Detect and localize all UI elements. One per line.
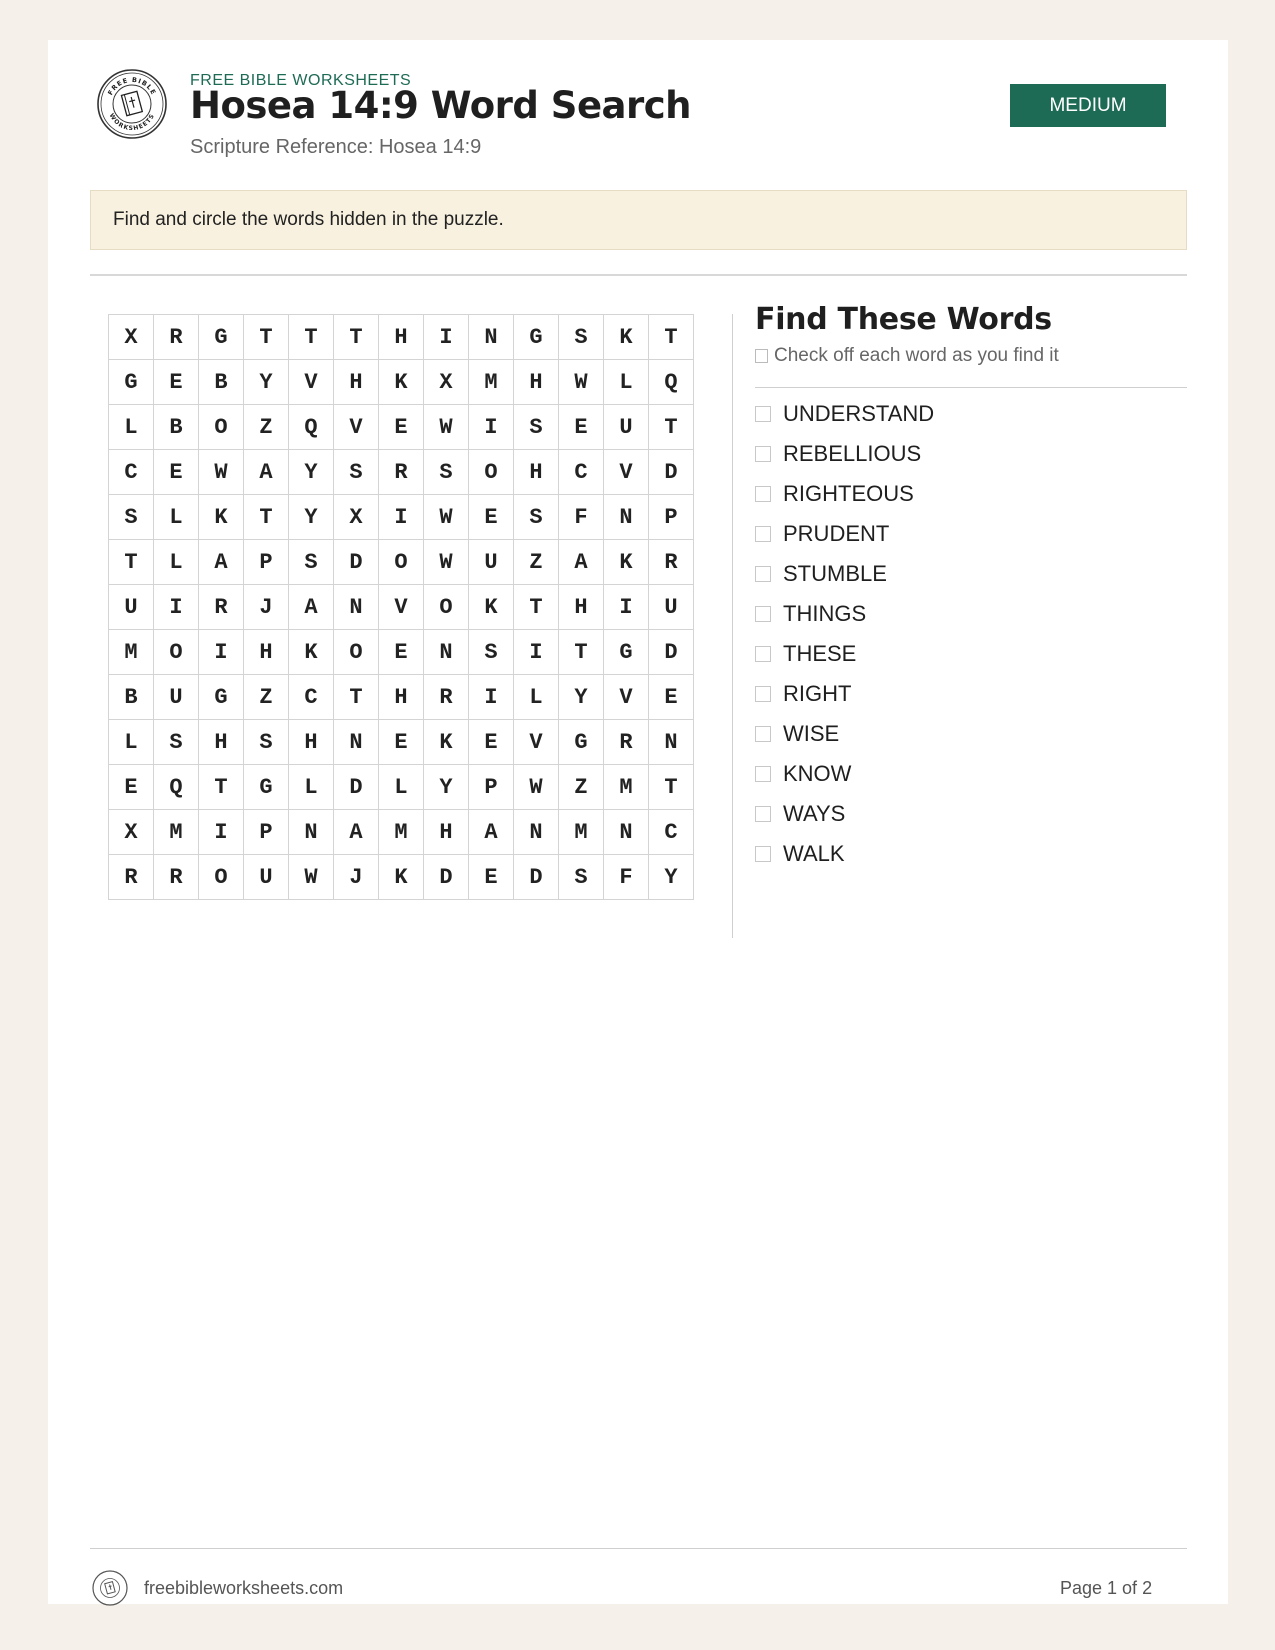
grid-cell[interactable]: R	[424, 675, 469, 720]
grid-cell[interactable]: Y	[559, 675, 604, 720]
grid-cell[interactable]: L	[154, 540, 199, 585]
grid-cell[interactable]: F	[559, 495, 604, 540]
grid-cell[interactable]: T	[199, 765, 244, 810]
grid-cell[interactable]: E	[109, 765, 154, 810]
grid-cell[interactable]: L	[289, 765, 334, 810]
grid-cell[interactable]: E	[469, 495, 514, 540]
grid-cell[interactable]: E	[379, 630, 424, 675]
grid-cell[interactable]: G	[199, 675, 244, 720]
grid-cell[interactable]: C	[289, 675, 334, 720]
word-list-item	[755, 754, 934, 794]
grid-cell[interactable]: J	[334, 855, 379, 900]
grid-cell[interactable]: H	[559, 585, 604, 630]
word-search-grid	[108, 314, 694, 900]
column-divider	[732, 314, 733, 938]
grid-cell[interactable]: V	[514, 720, 559, 765]
grid-cell[interactable]: E	[154, 360, 199, 405]
grid-cell[interactable]: V	[379, 585, 424, 630]
grid-row	[109, 360, 694, 405]
bible-book-icon	[121, 91, 142, 115]
word-list-item	[755, 794, 934, 834]
page-number: Page 1 of 2	[1060, 1578, 1153, 1598]
grid-cell[interactable]: Y	[649, 855, 694, 900]
word-label: THINGS	[783, 601, 867, 626]
logo-text-bottom: WORKSHEETS	[107, 112, 157, 133]
grid-cell[interactable]: I	[154, 585, 199, 630]
word-list-item	[755, 634, 934, 674]
grid-cell[interactable]: U	[244, 855, 289, 900]
grid-cell[interactable]: J	[244, 585, 289, 630]
grid-cell[interactable]: E	[154, 450, 199, 495]
grid-row	[109, 630, 694, 675]
grid-cell[interactable]: I	[469, 675, 514, 720]
grid-cell[interactable]: K	[379, 360, 424, 405]
grid-cell[interactable]: X	[334, 495, 379, 540]
logo	[96, 68, 168, 140]
logo-text-top: FREE BIBLE	[106, 75, 158, 97]
grid-cell[interactable]: Z	[514, 540, 559, 585]
grid-cell[interactable]: M	[154, 810, 199, 855]
word-label: RIGHTEOUS	[783, 481, 914, 506]
footer-logo	[92, 1570, 128, 1606]
divider	[90, 274, 1187, 276]
grid-cell[interactable]: D	[334, 765, 379, 810]
grid-cell[interactable]: H	[244, 630, 289, 675]
word-label: WAYS	[783, 801, 846, 826]
word-checkbox[interactable]	[755, 526, 771, 542]
word-checkbox[interactable]	[755, 686, 771, 702]
grid-cell[interactable]: G	[199, 315, 244, 360]
grid-cell[interactable]: E	[649, 675, 694, 720]
grid-cell[interactable]: T	[334, 675, 379, 720]
grid-cell[interactable]: L	[109, 720, 154, 765]
grid-cell[interactable]: G	[514, 315, 559, 360]
grid-row	[109, 450, 694, 495]
grid-cell[interactable]: S	[514, 495, 559, 540]
grid-cell[interactable]: D	[649, 450, 694, 495]
grid-cell[interactable]: I	[199, 630, 244, 675]
grid-cell[interactable]: Y	[424, 765, 469, 810]
grid-cell[interactable]: O	[199, 405, 244, 450]
instruction-box	[90, 190, 1187, 250]
word-label: REBELLIOUS	[783, 441, 922, 466]
word-label: RIGHT	[783, 681, 852, 706]
grid-cell[interactable]: H	[379, 675, 424, 720]
grid-cell[interactable]: M	[469, 360, 514, 405]
grid-cell[interactable]: D	[424, 855, 469, 900]
grid-row	[109, 855, 694, 900]
word-checkbox[interactable]	[755, 806, 771, 822]
grid-cell[interactable]: N	[424, 630, 469, 675]
grid-cell[interactable]: B	[154, 405, 199, 450]
grid-cell[interactable]: L	[109, 405, 154, 450]
word-label: UNDERSTAND	[783, 401, 935, 426]
grid-cell[interactable]: U	[154, 675, 199, 720]
word-list-item	[755, 514, 934, 554]
grid-cell[interactable]: Q	[154, 765, 199, 810]
grid-row	[109, 720, 694, 765]
grid-cell[interactable]: S	[424, 450, 469, 495]
grid-cell[interactable]: P	[244, 540, 289, 585]
grid-cell[interactable]: D	[334, 540, 379, 585]
grid-cell[interactable]: S	[514, 405, 559, 450]
grid-cell[interactable]: S	[334, 450, 379, 495]
grid-cell[interactable]: E	[559, 405, 604, 450]
footer-url[interactable]: freebibleworksheets.com	[144, 1578, 344, 1598]
word-list-hint-text: Check off each word as you find it	[774, 345, 1059, 366]
grid-cell[interactable]: N	[604, 810, 649, 855]
grid-row	[109, 315, 694, 360]
word-checkbox[interactable]	[755, 846, 771, 862]
grid-cell[interactable]: L	[514, 675, 559, 720]
grid-cell[interactable]: H	[289, 720, 334, 765]
divider	[755, 387, 1187, 388]
word-list	[755, 394, 934, 874]
word-label: WISE	[783, 721, 840, 746]
grid-cell[interactable]: S	[154, 720, 199, 765]
grid-cell[interactable]: O	[379, 540, 424, 585]
grid-cell[interactable]: N	[649, 720, 694, 765]
grid-cell[interactable]: K	[469, 585, 514, 630]
grid-cell[interactable]: W	[559, 360, 604, 405]
grid-cell[interactable]: O	[199, 855, 244, 900]
grid-cell[interactable]: X	[109, 315, 154, 360]
grid-cell[interactable]: N	[514, 810, 559, 855]
grid-cell[interactable]: W	[514, 765, 559, 810]
grid-cell[interactable]: C	[109, 450, 154, 495]
grid-cell[interactable]: T	[649, 315, 694, 360]
grid-cell[interactable]: N	[289, 810, 334, 855]
word-label: STUMBLE	[783, 561, 887, 586]
grid-cell[interactable]: L	[154, 495, 199, 540]
word-checkbox[interactable]	[755, 566, 771, 582]
grid-cell[interactable]: H	[514, 360, 559, 405]
word-checkbox[interactable]	[755, 486, 771, 502]
footer-divider	[90, 1548, 1187, 1549]
grid-cell[interactable]: P	[244, 810, 289, 855]
grid-row	[109, 540, 694, 585]
grid-cell[interactable]: L	[379, 765, 424, 810]
word-list-item	[755, 474, 934, 514]
grid-cell[interactable]: E	[469, 855, 514, 900]
grid-cell[interactable]: W	[289, 855, 334, 900]
grid-cell[interactable]: V	[289, 360, 334, 405]
word-label: WALK	[783, 841, 845, 866]
grid-row	[109, 495, 694, 540]
grid-cell[interactable]: U	[604, 405, 649, 450]
grid-cell[interactable]: O	[469, 450, 514, 495]
grid-cell[interactable]: I	[199, 810, 244, 855]
worksheet-page	[48, 40, 1228, 1604]
grid-cell[interactable]: H	[424, 810, 469, 855]
grid-cell[interactable]: T	[559, 630, 604, 675]
grid-cell[interactable]: W	[424, 495, 469, 540]
word-list-item	[755, 394, 934, 434]
grid-cell[interactable]: R	[199, 585, 244, 630]
grid-cell[interactable]: Z	[559, 765, 604, 810]
grid-cell[interactable]: W	[424, 540, 469, 585]
grid-row	[109, 585, 694, 630]
grid-cell[interactable]: T	[514, 585, 559, 630]
word-checkbox[interactable]	[755, 766, 771, 782]
bible-book-icon	[105, 1582, 115, 1594]
grid-row	[109, 675, 694, 720]
word-checkbox[interactable]	[755, 446, 771, 462]
grid-cell[interactable]: K	[604, 540, 649, 585]
grid-cell[interactable]: T	[649, 405, 694, 450]
grid-cell[interactable]: V	[604, 450, 649, 495]
grid-cell[interactable]: I	[469, 405, 514, 450]
grid-cell[interactable]: V	[334, 405, 379, 450]
grid-cell[interactable]: T	[649, 765, 694, 810]
grid-cell[interactable]: M	[604, 765, 649, 810]
word-list-item	[755, 594, 934, 634]
grid-cell[interactable]: N	[334, 720, 379, 765]
grid-cell[interactable]: Y	[244, 360, 289, 405]
page-title: Hosea 14:9 Word Search	[190, 84, 692, 127]
grid-cell[interactable]: O	[334, 630, 379, 675]
word-checkbox[interactable]	[755, 606, 771, 622]
grid-cell[interactable]: M	[379, 810, 424, 855]
grid-cell[interactable]: S	[559, 855, 604, 900]
instruction-text: Find and circle the words hidden in the puzzle.	[113, 209, 504, 230]
word-list-item	[755, 554, 934, 594]
grid-cell[interactable]: I	[514, 630, 559, 675]
grid-cell[interactable]: W	[199, 450, 244, 495]
grid-row	[109, 810, 694, 855]
word-checkbox[interactable]	[755, 646, 771, 662]
grid-cell[interactable]: N	[469, 315, 514, 360]
grid-cell[interactable]: G	[244, 765, 289, 810]
grid-cell[interactable]: G	[604, 630, 649, 675]
grid-cell[interactable]: P	[469, 765, 514, 810]
grid-cell[interactable]: S	[289, 540, 334, 585]
grid-cell[interactable]: C	[649, 810, 694, 855]
word-checkbox[interactable]	[755, 406, 771, 422]
word-list-hint	[755, 345, 1059, 367]
grid-cell[interactable]: U	[649, 585, 694, 630]
grid-cell[interactable]: M	[109, 630, 154, 675]
grid-cell[interactable]: K	[604, 315, 649, 360]
grid-cell[interactable]: Q	[289, 405, 334, 450]
grid-cell[interactable]: D	[649, 630, 694, 675]
grid-cell[interactable]: O	[154, 630, 199, 675]
grid-cell[interactable]: E	[379, 405, 424, 450]
grid-cell[interactable]: S	[109, 495, 154, 540]
grid-cell[interactable]: T	[244, 315, 289, 360]
grid-cell[interactable]: U	[469, 540, 514, 585]
grid-cell[interactable]: M	[559, 810, 604, 855]
grid-cell[interactable]: R	[109, 855, 154, 900]
word-list-item	[755, 434, 934, 474]
grid-row	[109, 765, 694, 810]
word-list-item	[755, 834, 934, 874]
grid-cell[interactable]: Q	[649, 360, 694, 405]
grid-cell[interactable]: N	[604, 495, 649, 540]
grid-cell[interactable]: B	[199, 360, 244, 405]
grid-cell[interactable]: G	[109, 360, 154, 405]
grid-cell[interactable]: O	[424, 585, 469, 630]
grid-cell[interactable]: K	[379, 855, 424, 900]
grid-cell[interactable]: A	[334, 810, 379, 855]
grid-cell[interactable]: X	[109, 810, 154, 855]
grid-cell[interactable]: H	[199, 720, 244, 765]
grid-cell[interactable]: I	[604, 585, 649, 630]
brand-name: FREE BIBLE WORKSHEETS	[190, 72, 412, 89]
grid-cell[interactable]: R	[154, 855, 199, 900]
grid-cell[interactable]: A	[289, 585, 334, 630]
word-list-title: Find These Words	[755, 302, 1052, 337]
word-label: PRUDENT	[783, 521, 890, 546]
grid-cell[interactable]: I	[424, 315, 469, 360]
grid-cell[interactable]: C	[559, 450, 604, 495]
grid-cell[interactable]: R	[649, 540, 694, 585]
difficulty-badge: MEDIUM	[1010, 84, 1166, 127]
grid-cell[interactable]: Z	[244, 405, 289, 450]
grid-cell[interactable]: H	[334, 360, 379, 405]
word-label: THESE	[783, 641, 857, 666]
grid-cell[interactable]: T	[244, 495, 289, 540]
checkbox-icon	[755, 349, 768, 363]
grid-cell[interactable]: K	[289, 630, 334, 675]
grid-cell[interactable]: I	[379, 495, 424, 540]
word-checkbox[interactable]	[755, 726, 771, 742]
grid-cell[interactable]: K	[424, 720, 469, 765]
word-list-item	[755, 714, 934, 754]
grid-row	[109, 405, 694, 450]
grid-cell[interactable]: W	[424, 405, 469, 450]
grid-cell[interactable]: E	[469, 720, 514, 765]
grid-cell[interactable]: S	[469, 630, 514, 675]
grid-cell[interactable]: A	[244, 450, 289, 495]
grid-cell[interactable]: S	[244, 720, 289, 765]
grid-cell[interactable]: T	[289, 315, 334, 360]
scripture-reference: Scripture Reference: Hosea 14:9	[190, 136, 482, 158]
grid-cell[interactable]: R	[604, 720, 649, 765]
grid-cell[interactable]: T	[109, 540, 154, 585]
grid-cell[interactable]: P	[649, 495, 694, 540]
grid-cell[interactable]: H	[514, 450, 559, 495]
grid-cell[interactable]: T	[334, 315, 379, 360]
grid-cell[interactable]: A	[469, 810, 514, 855]
word-list-item	[755, 674, 934, 714]
word-label: KNOW	[783, 761, 852, 786]
grid-cell[interactable]: V	[604, 675, 649, 720]
grid-cell[interactable]: Y	[289, 495, 334, 540]
grid-cell[interactable]: Y	[289, 450, 334, 495]
grid-cell[interactable]: K	[199, 495, 244, 540]
grid-cell[interactable]: G	[559, 720, 604, 765]
grid-cell[interactable]: Z	[244, 675, 289, 720]
grid-cell[interactable]: D	[514, 855, 559, 900]
grid-cell[interactable]: E	[379, 720, 424, 765]
grid-cell[interactable]: R	[379, 450, 424, 495]
grid-cell[interactable]: H	[379, 315, 424, 360]
grid-cell[interactable]: A	[199, 540, 244, 585]
grid-cell[interactable]: S	[559, 315, 604, 360]
grid-cell[interactable]: N	[334, 585, 379, 630]
svg-text:WORKSHEETS	[108, 112, 157, 132]
grid-cell[interactable]: R	[154, 315, 199, 360]
grid-cell[interactable]: B	[109, 675, 154, 720]
grid-cell[interactable]: F	[604, 855, 649, 900]
grid-cell[interactable]: L	[604, 360, 649, 405]
grid-cell[interactable]: A	[559, 540, 604, 585]
grid-cell[interactable]: X	[424, 360, 469, 405]
grid-cell[interactable]: U	[109, 585, 154, 630]
